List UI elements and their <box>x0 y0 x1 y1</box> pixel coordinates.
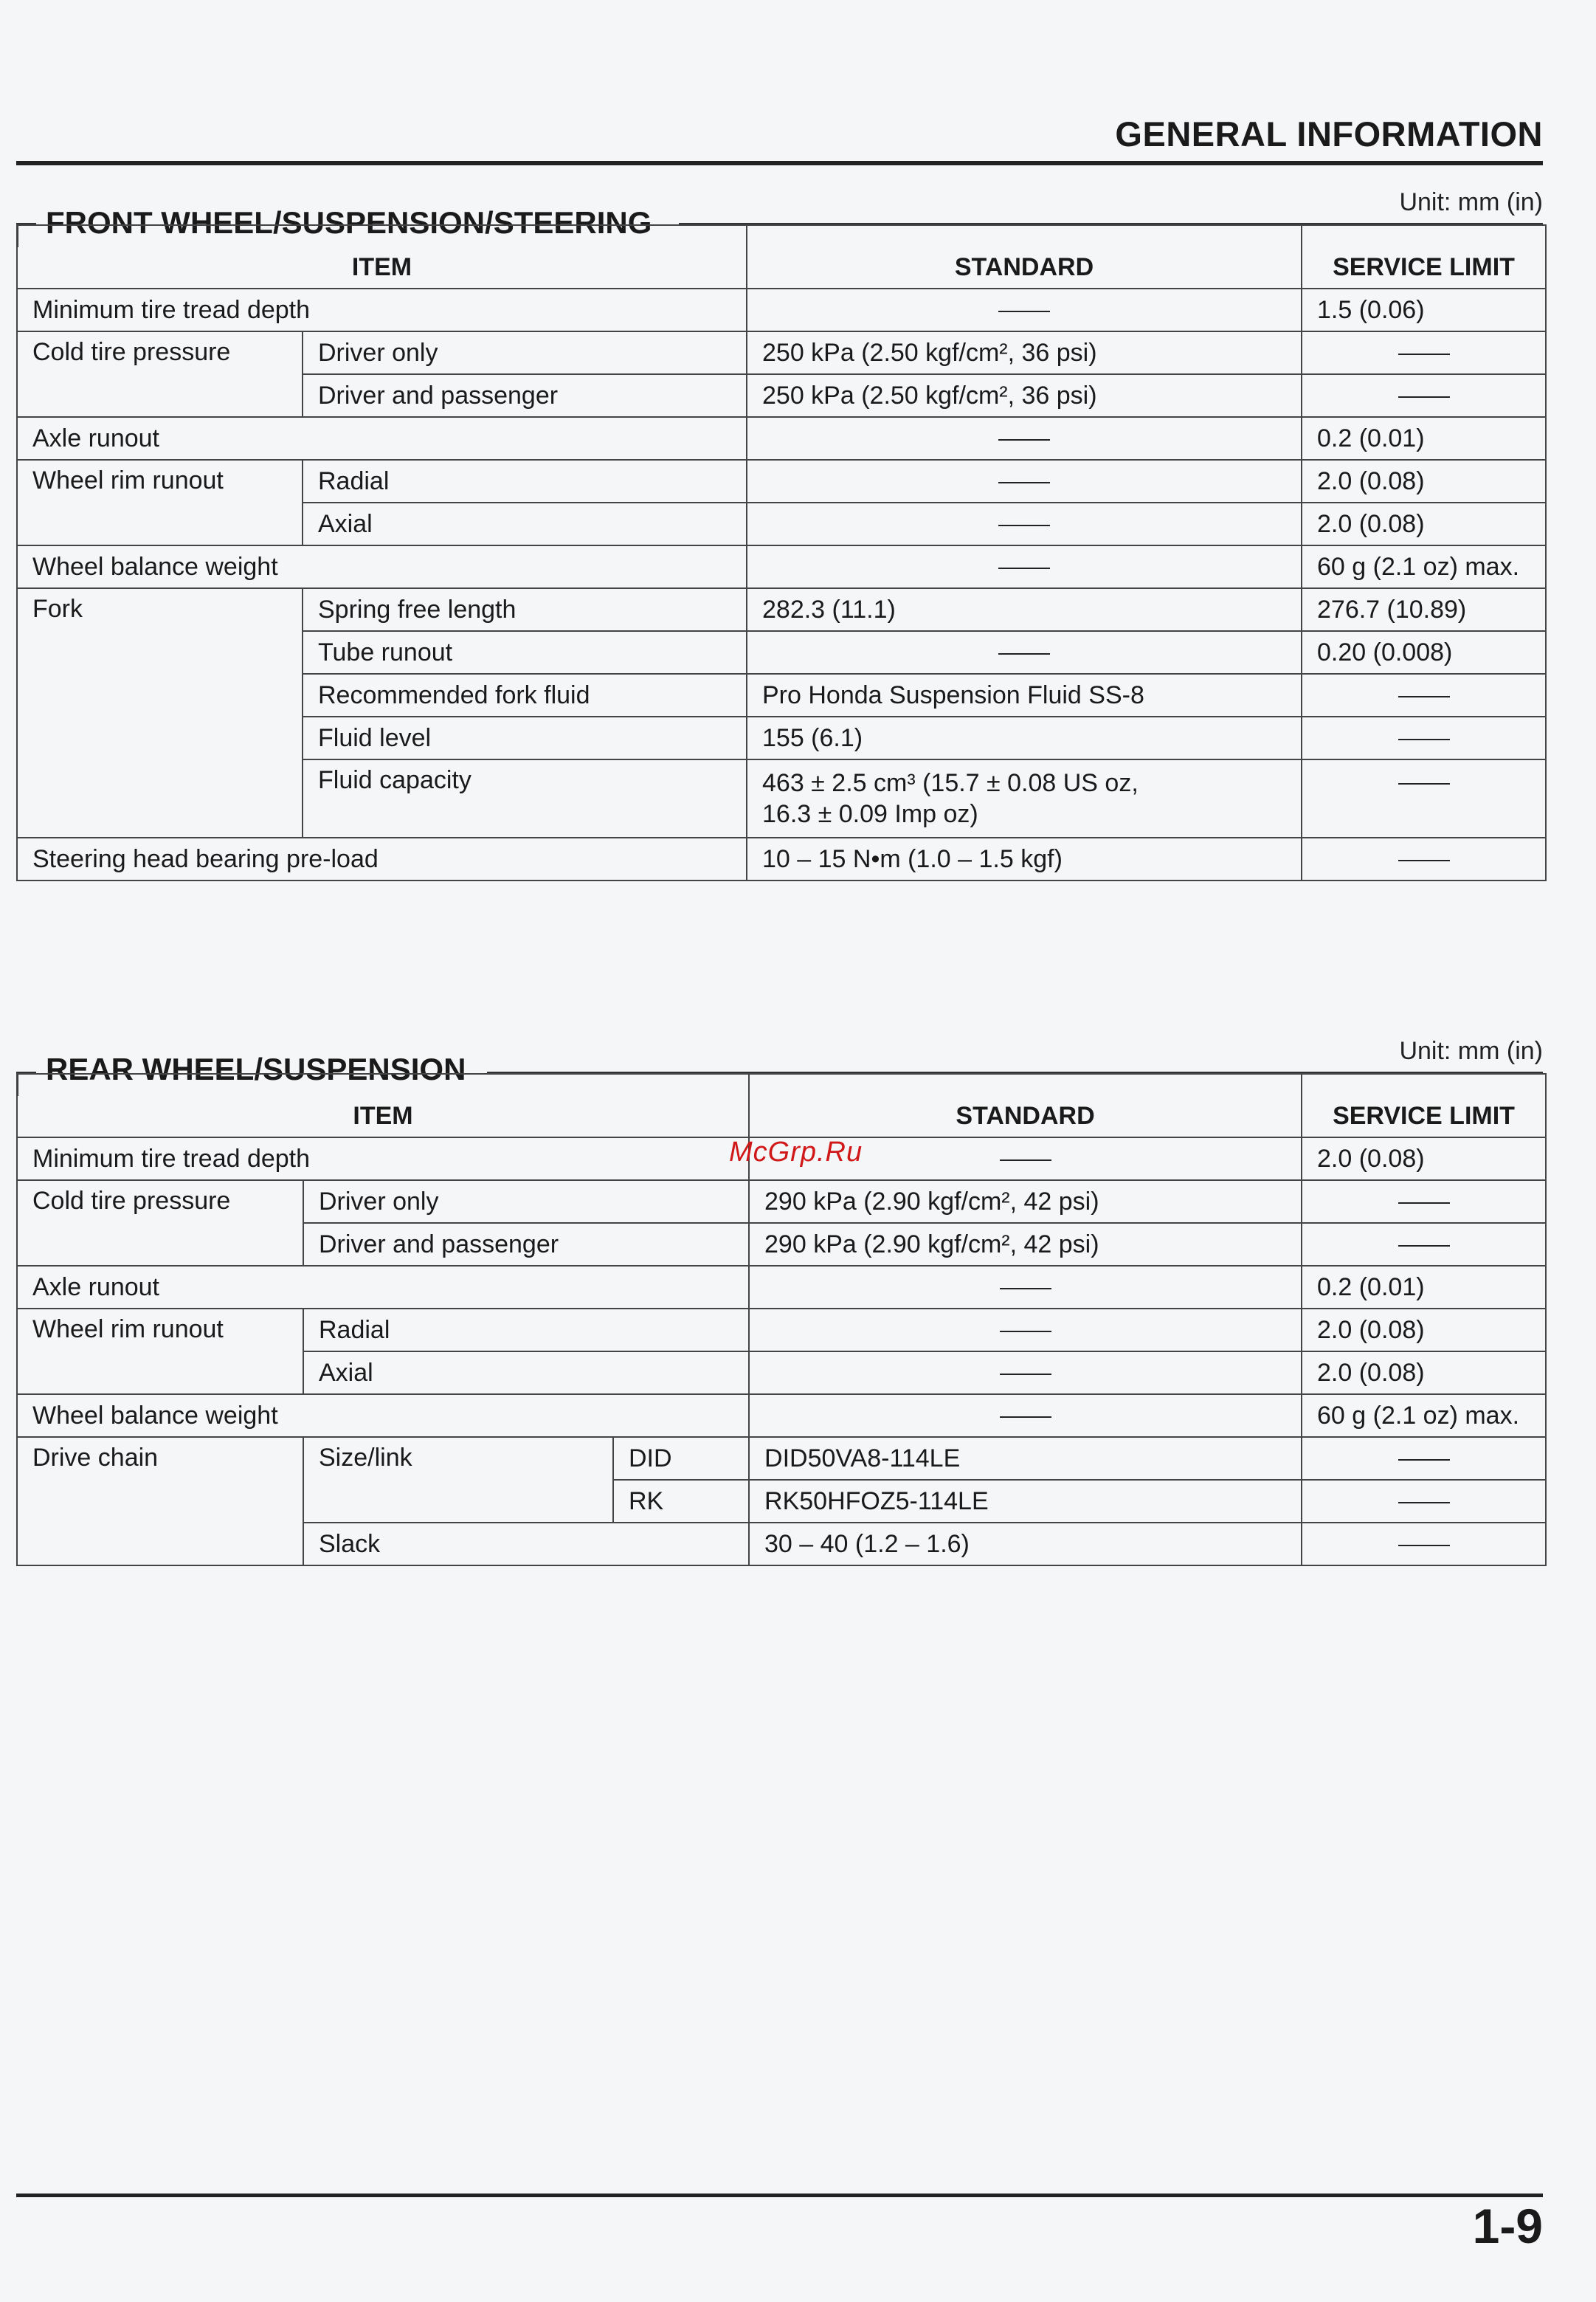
subitem-cell: Size/link <box>303 1437 613 1523</box>
col-header-standard: STANDARD <box>749 1074 1302 1137</box>
dash-mark <box>1398 1545 1450 1546</box>
limit-cell: 2.0 (0.08) <box>1302 1351 1546 1394</box>
item-cell: Minimum tire tread depth <box>17 1137 749 1180</box>
standard-cell <box>749 1309 1302 1351</box>
item-cell: Wheel rim runout <box>17 460 303 545</box>
standard-cell <box>747 417 1302 460</box>
dash-mark <box>1000 1416 1051 1418</box>
limit-cell <box>1302 717 1546 759</box>
standard-cell <box>749 1351 1302 1394</box>
standard-cell: 290 kPa (2.90 kgf/cm², 42 psi) <box>749 1180 1302 1223</box>
dash-mark <box>998 568 1050 569</box>
limit-cell: 276.7 (10.89) <box>1302 588 1546 631</box>
item-cell: Cold tire pressure <box>17 1180 303 1266</box>
dash-mark <box>1000 1331 1051 1332</box>
item-cell: Fork <box>17 588 303 838</box>
item-cell: Axle runout <box>17 417 747 460</box>
subitem-cell: Driver only <box>303 1180 749 1223</box>
col-header-limit: SERVICE LIMIT <box>1302 1074 1546 1137</box>
limit-cell: 2.0 (0.08) <box>1302 1309 1546 1351</box>
col-header-limit: SERVICE LIMIT <box>1302 225 1546 289</box>
subitem-cell: Spring free length <box>303 588 747 631</box>
standard-cell: Pro Honda Suspension Fluid SS-8 <box>747 674 1302 717</box>
subitem-cell: Fluid capacity <box>303 759 747 838</box>
subitem-cell: Axial <box>303 1351 749 1394</box>
dash-mark <box>998 525 1050 526</box>
dash-mark <box>1398 396 1450 398</box>
dash-mark <box>998 311 1050 312</box>
standard-cell <box>749 1266 1302 1309</box>
standard-cell: 290 kPa (2.90 kgf/cm², 42 psi) <box>749 1223 1302 1266</box>
limit-cell <box>1302 1480 1546 1523</box>
item-cell: Wheel balance weight <box>17 1394 749 1437</box>
limit-cell <box>1302 1180 1546 1223</box>
standard-cell <box>747 545 1302 588</box>
rear-section-title: REAR WHEEL/SUSPENSION <box>46 1052 482 1087</box>
limit-cell: 60 g (2.1 oz) max. <box>1302 545 1546 588</box>
standard-cell: RK50HFOZ5-114LE <box>749 1480 1302 1523</box>
standard-line-2: 16.3 ± 0.09 Imp oz) <box>762 800 978 828</box>
col-header-standard: STANDARD <box>747 225 1302 289</box>
standard-cell <box>747 289 1302 331</box>
rear-unit-label: Unit: mm (in) <box>1399 1037 1543 1065</box>
item-cell: Cold tire pressure <box>17 331 303 417</box>
dash-mark <box>998 653 1050 655</box>
dash-mark <box>1000 1374 1051 1375</box>
table-row <box>17 331 1546 374</box>
table-row <box>17 289 1546 331</box>
table-row <box>17 1437 1546 1480</box>
table-header-row <box>17 1074 1546 1137</box>
dash-mark <box>1398 783 1450 785</box>
limit-cell: 0.2 (0.01) <box>1302 417 1546 460</box>
dash-mark <box>1398 354 1450 355</box>
standard-cell <box>747 631 1302 674</box>
subitem-cell: Slack <box>303 1523 749 1565</box>
limit-cell: 2.0 (0.08) <box>1302 460 1546 503</box>
dash-mark <box>1398 1459 1450 1461</box>
brand-cell: DID <box>613 1437 749 1480</box>
brand-cell: RK <box>613 1480 749 1523</box>
dash-mark <box>1398 1502 1450 1503</box>
page-header-title: GENERAL INFORMATION <box>1115 114 1543 154</box>
dash-mark <box>1398 860 1450 861</box>
subitem-cell: Radial <box>303 1309 749 1351</box>
table-row <box>17 460 1546 503</box>
limit-cell: 60 g (2.1 oz) max. <box>1302 1394 1546 1437</box>
table-row <box>17 588 1546 631</box>
limit-cell <box>1302 1437 1546 1480</box>
dash-mark <box>1398 739 1450 740</box>
front-section-title: FRONT WHEEL/SUSPENSION/STEERING <box>46 205 668 241</box>
limit-cell: 2.0 (0.08) <box>1302 1137 1546 1180</box>
dash-mark <box>1398 1202 1450 1204</box>
col-header-item: ITEM <box>17 1074 749 1137</box>
col-header-item: ITEM <box>17 225 747 289</box>
standard-cell: 250 kPa (2.50 kgf/cm², 36 psi) <box>747 331 1302 374</box>
table-row <box>17 1180 1546 1223</box>
subitem-cell: Driver only <box>303 331 747 374</box>
dash-mark <box>1398 696 1450 697</box>
front-unit-label: Unit: mm (in) <box>1399 188 1543 216</box>
subitem-cell: Fluid level <box>303 717 747 759</box>
standard-cell <box>747 460 1302 503</box>
standard-line-1: 463 ± 2.5 cm³ (15.7 ± 0.08 US oz, <box>762 769 1139 797</box>
limit-cell <box>1302 838 1546 881</box>
standard-cell: 155 (6.1) <box>747 717 1302 759</box>
standard-cell: DID50VA8-114LE <box>749 1437 1302 1480</box>
subitem-cell: Axial <box>303 503 747 545</box>
limit-cell <box>1302 374 1546 417</box>
page-number: 1-9 <box>1472 2199 1543 2253</box>
subitem-cell: Recommended fork fluid <box>303 674 747 717</box>
subitem-cell: Driver and passenger <box>303 1223 749 1266</box>
dash-mark <box>1000 1288 1051 1289</box>
front-spec-table <box>16 224 1547 881</box>
limit-cell: 0.2 (0.01) <box>1302 1266 1546 1309</box>
standard-cell <box>747 503 1302 545</box>
limit-cell: 1.5 (0.06) <box>1302 289 1546 331</box>
limit-cell <box>1302 331 1546 374</box>
limit-cell <box>1302 1523 1546 1565</box>
footer-rule <box>16 2194 1543 2197</box>
subitem-cell: Driver and passenger <box>303 374 747 417</box>
subitem-cell: Radial <box>303 460 747 503</box>
dash-mark <box>1398 1245 1450 1247</box>
table-row <box>17 545 1546 588</box>
dash-mark <box>998 439 1050 441</box>
standard-cell: 10 – 15 N•m (1.0 – 1.5 kgf) <box>747 838 1302 881</box>
table-row <box>17 417 1546 460</box>
dash-mark <box>1000 1159 1051 1161</box>
limit-cell <box>1302 1223 1546 1266</box>
standard-cell: 30 – 40 (1.2 – 1.6) <box>749 1523 1302 1565</box>
limit-cell: 0.20 (0.008) <box>1302 631 1546 674</box>
standard-cell: 282.3 (11.1) <box>747 588 1302 631</box>
table-row <box>17 1266 1546 1309</box>
limit-cell <box>1302 674 1546 717</box>
item-cell: Minimum tire tread depth <box>17 289 747 331</box>
item-cell: Drive chain <box>17 1437 303 1565</box>
item-cell: Wheel balance weight <box>17 545 747 588</box>
watermark-text: McGrp.Ru <box>729 1137 863 1168</box>
standard-cell <box>747 759 1302 838</box>
table-header-row <box>17 225 1546 289</box>
item-cell: Steering head bearing pre-load <box>17 838 747 881</box>
item-cell: Wheel rim runout <box>17 1309 303 1394</box>
table-row <box>17 838 1546 881</box>
standard-cell: 250 kPa (2.50 kgf/cm², 36 psi) <box>747 374 1302 417</box>
table-row <box>17 1394 1546 1437</box>
standard-cell <box>749 1394 1302 1437</box>
limit-cell: 2.0 (0.08) <box>1302 503 1546 545</box>
limit-cell <box>1302 759 1546 838</box>
table-row <box>17 1309 1546 1351</box>
dash-mark <box>998 482 1050 483</box>
header-rule <box>16 161 1543 165</box>
item-cell: Axle runout <box>17 1266 749 1309</box>
subitem-cell: Tube runout <box>303 631 747 674</box>
